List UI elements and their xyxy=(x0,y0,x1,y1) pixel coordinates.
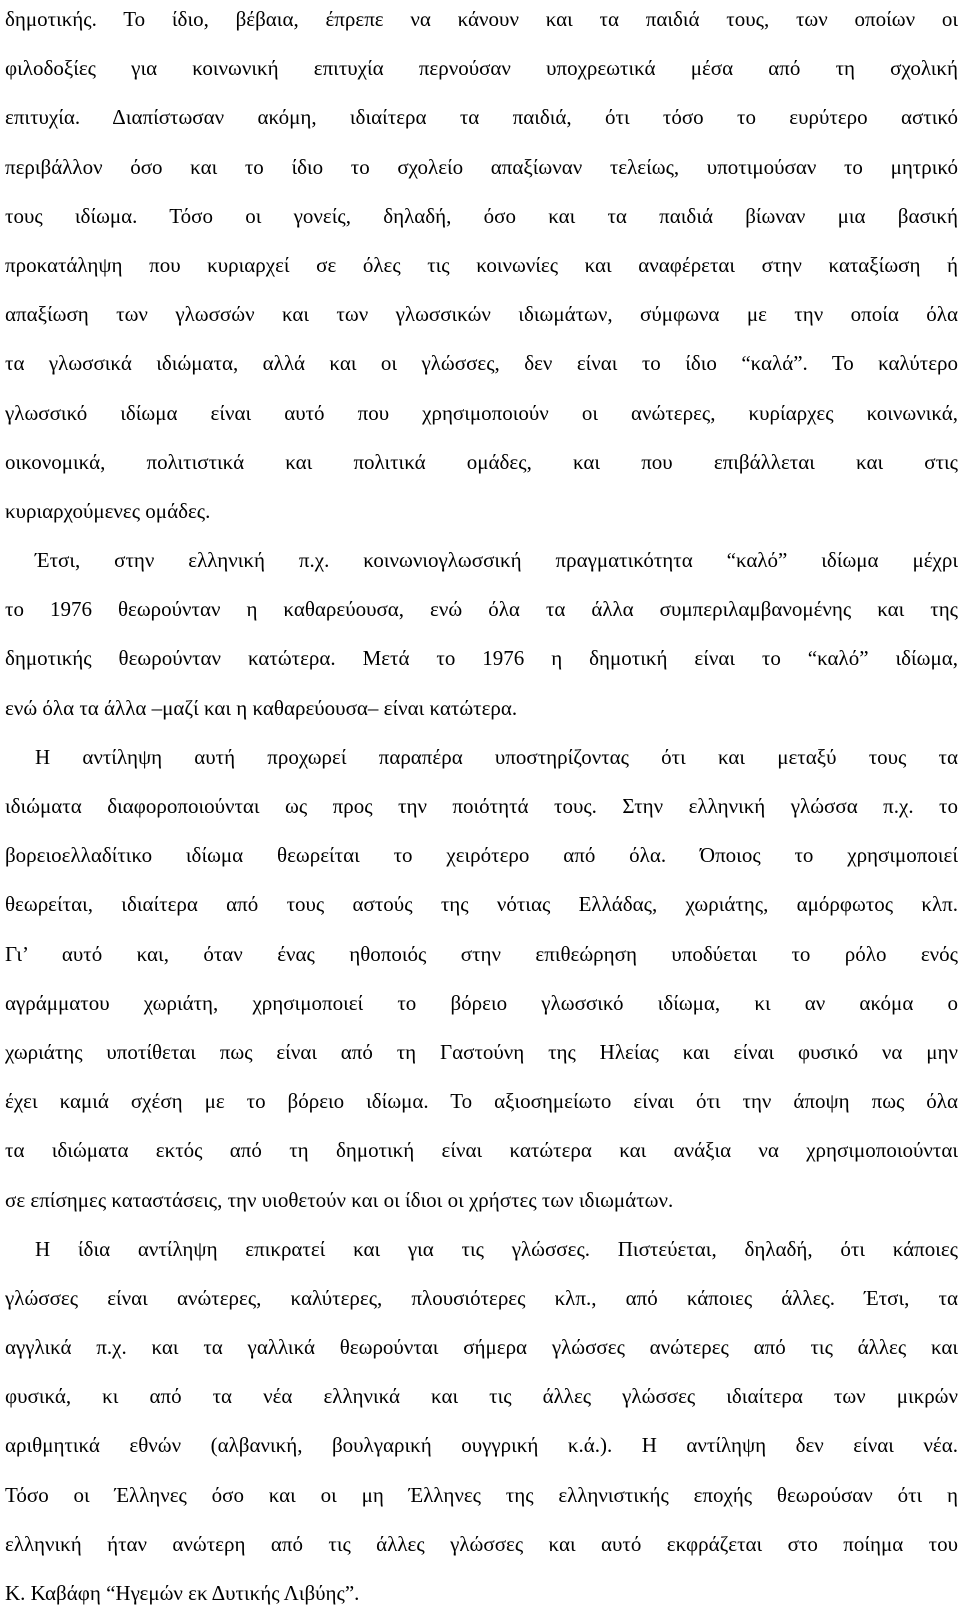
text-line: τα ιδιώματα εκτός από τη δημοτική είναι κατώτερα και ανάξια να χρησιμοποιούνται xyxy=(5,1138,958,1163)
text-line: αγγλικά π.χ. και τα γαλλικά θεωρούνται σήμερα γλώσσες ανώτερες από τις άλλες και xyxy=(5,1335,958,1360)
text-line: γλωσσικό ιδίωμα είναι αυτό που χρησιμοποιούν οι ανώτερες, κυρίαρχες κοινωνικά, xyxy=(5,400,958,425)
text-line: Έτσι, στην ελληνική π.χ. κοινωνιογλωσσική πραγματικότητα “καλό” ιδίωμα μέχρι xyxy=(35,548,958,573)
text-line: τα γλωσσικά ιδιώματα, αλλά και οι γλώσσες, δεν είναι το ίδιο “καλά”. Το καλύτερο xyxy=(5,351,958,376)
text-line: Γι’ αυτό και, όταν ένας ηθοποιός στην επιθεώρηση υποδύεται το ρόλο ενός xyxy=(5,941,958,966)
text-line: Κ. Καβάφη “Ηγεμών εκ Δυτικής Λιβύης”. xyxy=(5,1581,360,1605)
text-line: δημοτικής θεωρούνταν κατώτερα. Μετά το 1976 η δημοτική είναι το “καλό” ιδίωμα, xyxy=(5,646,958,671)
text-line: προκατάληψη που κυριαρχεί σε όλες τις κοινωνίες και αναφέρεται στην καταξίωση ή xyxy=(5,252,958,277)
text-line: χωριάτης υποτίθεται πως είναι από τη Γαστούνη της Ηλείας και είναι φυσικό να μην xyxy=(5,1039,958,1064)
text-line: αριθμητικά εθνών (αλβανική, βουλγαρική ουγγρική κ.ά.). Η αντίληψη δεν είναι νέα. xyxy=(5,1433,958,1458)
text-line: φιλοδοξίες για κοινωνική επιτυχία περνούσαν υποχρεωτικά μέσα από τη σχολική xyxy=(5,56,958,81)
text-line: θεωρείται, ιδιαίτερα από τους αστούς της νότιας Ελλάδας, χωριάτης, αμόρφωτος κλπ. xyxy=(5,892,958,917)
text-line: Τόσο οι Έλληνες όσο και οι μη Έλληνες της ελληνιστικής εποχής θεωρούσαν ότι η xyxy=(5,1482,958,1507)
text-line: γλώσσες είναι ανώτερες, καλύτερες, πλουσιότερες κλπ., από κάποιες άλλες. Έτσι, τα xyxy=(5,1285,958,1310)
text-line: τους ιδίωμα. Τόσο οι γονείς, δηλαδή, όσο και τα παιδιά βίωναν μια βασική xyxy=(5,203,958,228)
text-line: οικονομικά, πολιτιστικά και πολιτικά ομάδες, και που επιβάλλεται και στις xyxy=(5,449,958,474)
text-line: Η ίδια αντίληψη επικρατεί και για τις γλώσσες. Πιστεύεται, δηλαδή, ότι κάποιες xyxy=(35,1236,958,1261)
text-line: απαξίωση των γλωσσών και των γλωσσικών ιδιωμάτων, σύμφωνα με την οποία όλα xyxy=(5,302,958,327)
text-line: αγράμματου χωριάτη, χρησιμοποιεί το βόρειο γλωσσικό ιδίωμα, κι αν ακόμα ο xyxy=(5,990,958,1015)
text-line: ελληνική ήταν ανώτερη από τις άλλες γλώσσες και αυτό εκφράζεται στο ποίημα του xyxy=(5,1531,958,1556)
text-line: σε επίσημες καταστάσεις, την υιοθετούν και οι ίδιοι οι χρήστες των ιδιωμάτων. xyxy=(5,1187,674,1212)
text-line: φυσικά, κι από τα νέα ελληνικά και τις άλλες γλώσσες ιδιαίτερα των μικρών xyxy=(5,1384,958,1409)
text-line: δημοτικής. Το ίδιο, βέβαια, έπρεπε να κάνουν και τα παιδιά τους, των οποίων οι xyxy=(5,7,958,31)
text-line: το 1976 θεωρούνταν η καθαρεύουσα, ενώ όλα τα άλλα συμπεριλαμβανομένης και της xyxy=(5,597,958,622)
text-line: ενώ όλα τα άλλα –μαζί και η καθαρεύουσα– είναι κατώτερα. xyxy=(5,695,518,720)
text-line: Η αντίληψη αυτή προχωρεί παραπέρα υποστηρίζοντας ότι και μεταξύ τους τα xyxy=(35,744,958,769)
text-line: ιδιώματα διαφοροποιούνται ως προς την ποιότητά τους. Στην ελληνική γλώσσα π.χ. το xyxy=(5,794,958,818)
text-line: κυριαρχούμενες ομάδες. xyxy=(5,498,211,523)
text-line: έχει καμιά σχέση με το βόρειο ιδίωμα. Το αξιοσημείωτο είναι ότι την άποψη πως όλα xyxy=(5,1089,958,1114)
text-line: περιβάλλον όσο και το ίδιο το σχολείο απαξίωναν τελείως, υποτιμούσαν το μητρικό xyxy=(5,154,958,179)
text-line: βορειοελλαδίτικο ιδίωμα θεωρείται το χειρότερο από όλα. Όποιος το χρησιμοποιεί xyxy=(5,843,958,868)
text-line: επιτυχία. Διαπίστωσαν ακόμη, ιδιαίτερα τα παιδιά, ότι τόσο το ευρύτερο αστικό xyxy=(5,105,958,130)
